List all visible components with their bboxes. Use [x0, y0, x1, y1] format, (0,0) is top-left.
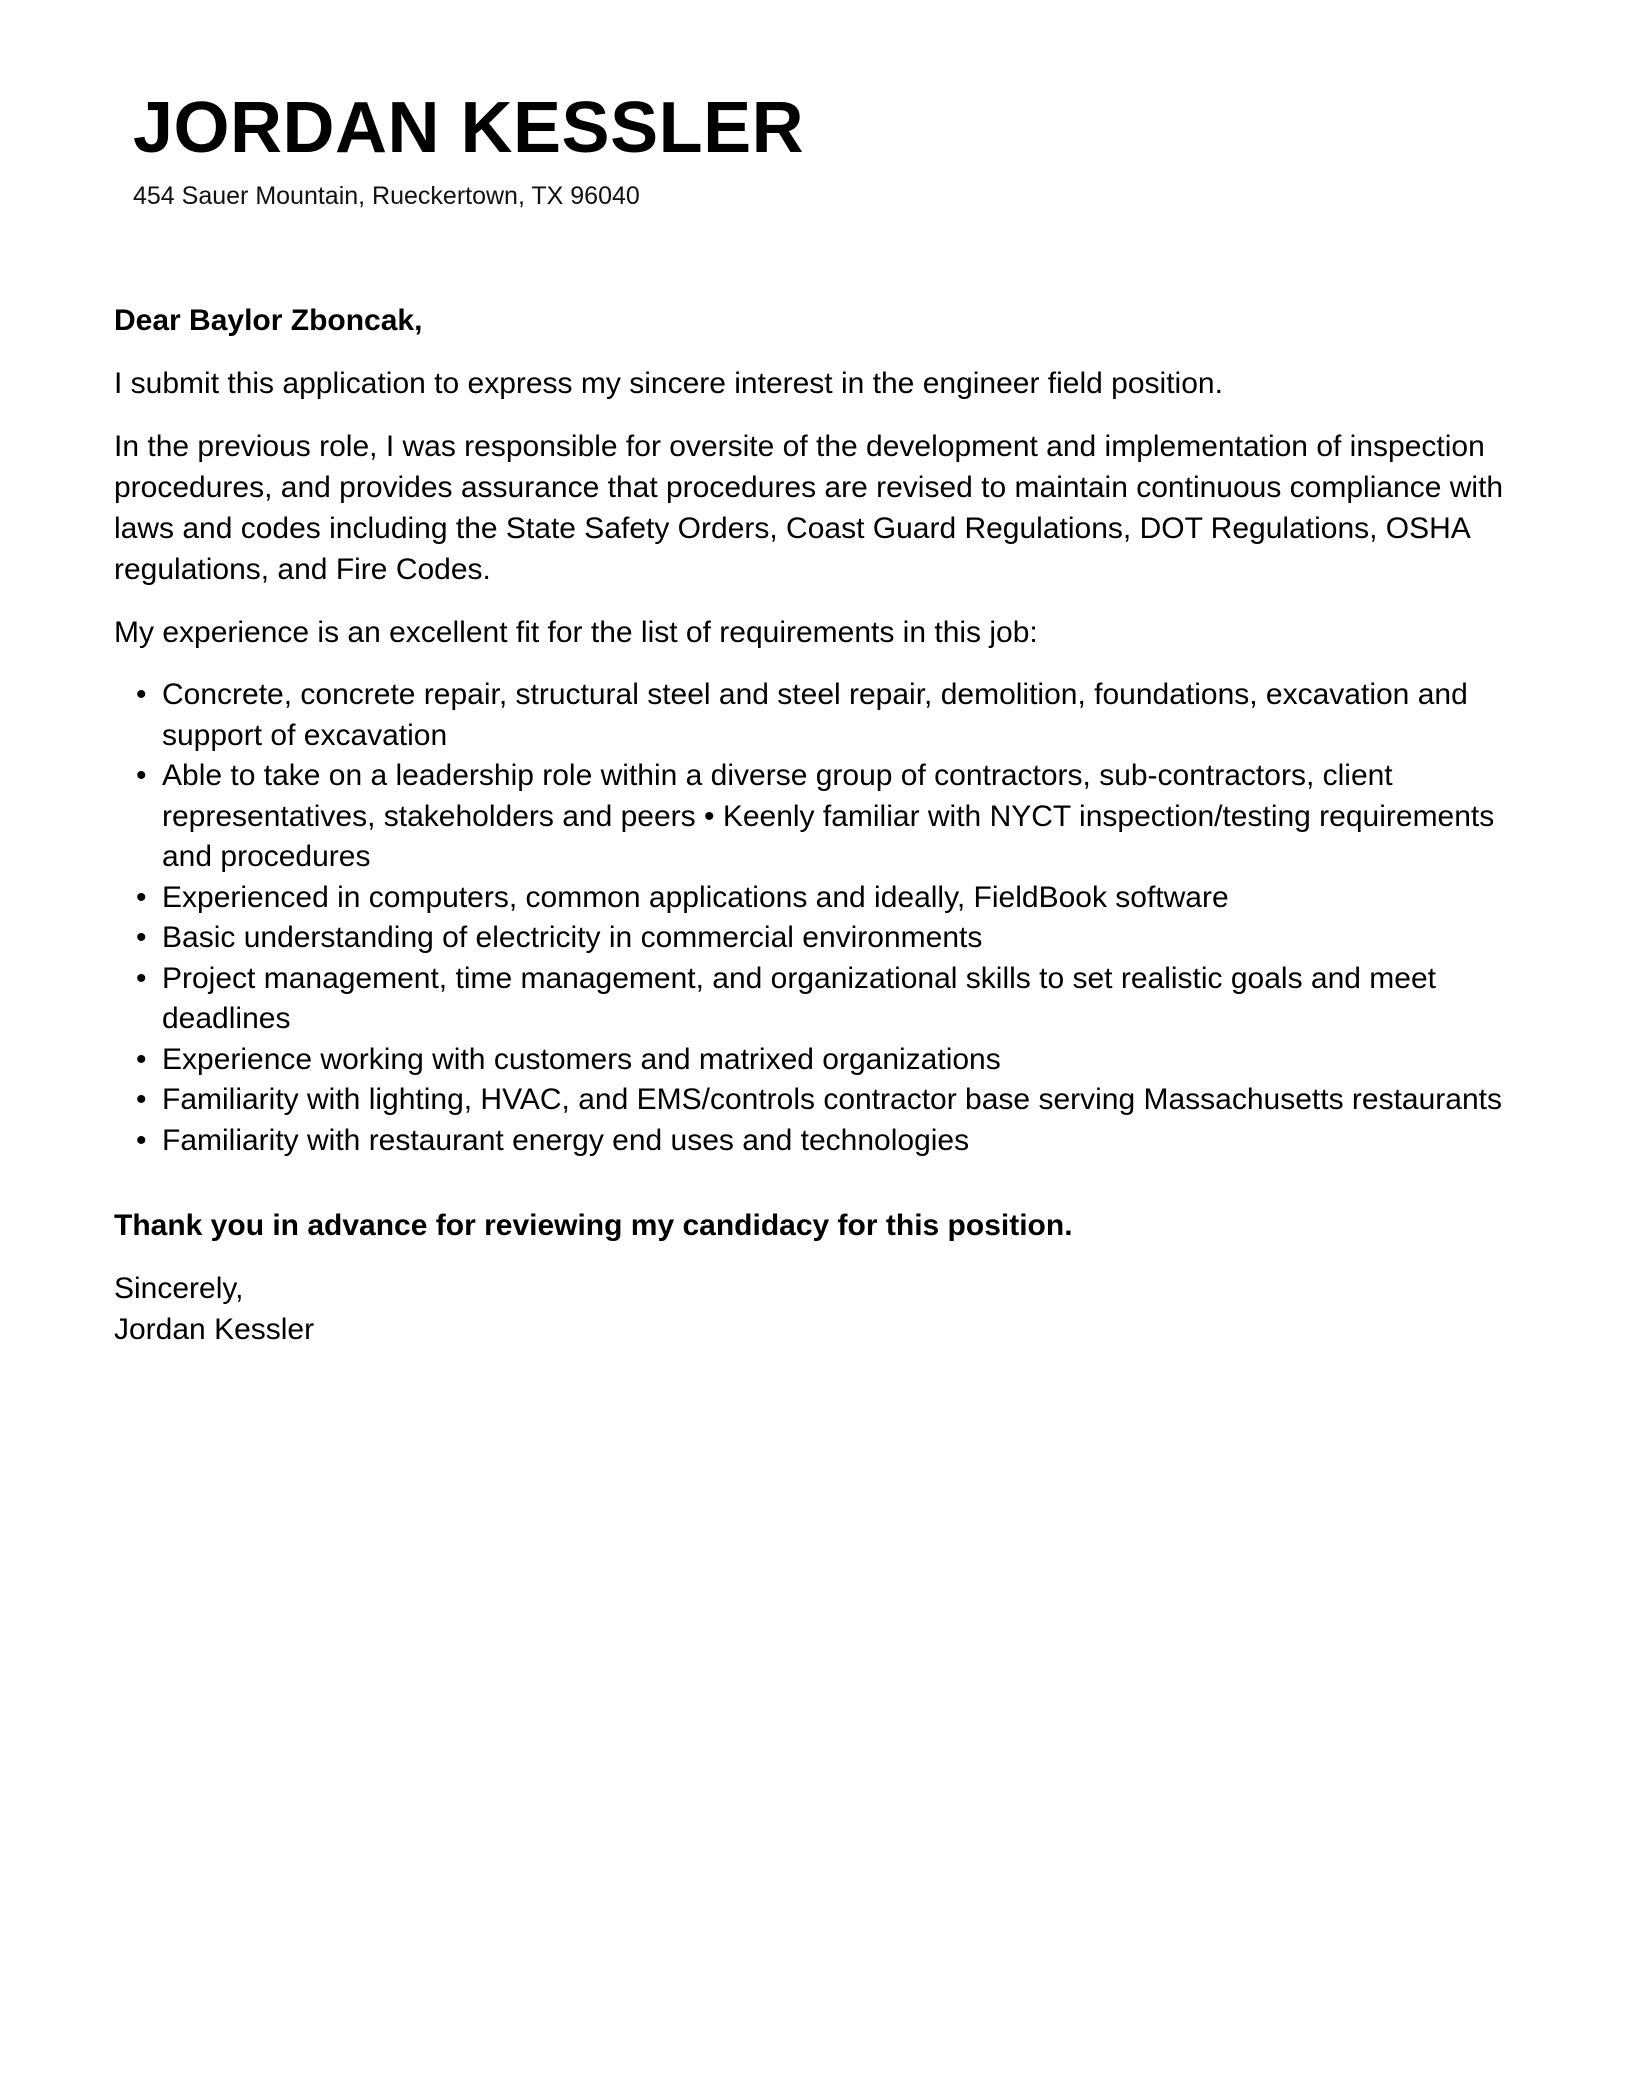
list-item — [114, 878, 1514, 919]
bullet-icon: • — [136, 961, 147, 995]
intro-paragraph: I submit this application to express my sincere interest in the engineer field position. — [114, 367, 1223, 400]
applicant-name: JORDAN KESSLER — [133, 88, 805, 168]
bullet-icon: • — [136, 921, 147, 954]
salutation: Dear Baylor Zboncak, — [114, 304, 423, 337]
list-item — [114, 1121, 1514, 1162]
bullet-icon: • — [136, 1123, 147, 1157]
list-item-text: Project management, time management, and organizational skills to set realistic goals and meet deadlines — [162, 961, 1436, 1035]
requirements-intro: My experience is an excellent fit for the list of requirements in this job: — [114, 616, 1038, 649]
applicant-address: 454 Sauer Mountain, Rueckertown, TX 96040 — [133, 182, 640, 210]
list-item-text: Basic understanding of electricity in commercial environments — [162, 921, 983, 954]
bullet-icon: • — [136, 678, 147, 711]
experience-paragraph: In the previous role, I was responsible for oversite of the development and implementation of inspection procedures, and provides assurance that procedures are revised to maintain continuous compliance with laws and codes including the State Safety Orders, Coast Guard Regulations, DOT Regulations, OSHA regulations, and Fire Codes. — [114, 430, 1504, 586]
list-item — [114, 918, 1514, 959]
list-item — [114, 675, 1514, 756]
signoff: Sincerely, — [114, 1272, 244, 1305]
list-item — [114, 1040, 1514, 1081]
list-item-text: Concrete, concrete repair, structural steel and steel repair, demolition, foundations, excavation and support of excavation — [162, 678, 1468, 752]
letter-body — [114, 300, 1514, 1350]
signer-name: Jordan Kessler — [114, 1313, 315, 1346]
closing-statement: Thank you in advance for reviewing my candidacy for this position. — [114, 1209, 1073, 1242]
bullet-icon: • — [136, 1083, 147, 1116]
requirements-list — [114, 675, 1514, 1161]
bullet-icon: • — [136, 759, 147, 792]
list-item-text: Familiarity with lighting, HVAC, and EMS/controls contractor base serving Massachusetts restaurants — [162, 1083, 1502, 1116]
list-item — [114, 1080, 1514, 1121]
list-item — [114, 756, 1514, 878]
list-item-text: Experienced in computers, common applications and ideally, FieldBook software — [162, 880, 1229, 914]
list-item-text: Able to take on a leadership role within a diverse group of contractors, sub-contractors, client representatives, stakeholders and peers • Keenly familiar with NYCT inspection/testing requirements and procedures — [162, 759, 1495, 873]
letter-header — [133, 88, 1433, 212]
list-item-text: Experience working with customers and matrixed organizations — [162, 1042, 1001, 1076]
bullet-icon: • — [136, 880, 147, 914]
list-item — [114, 959, 1514, 1040]
list-item-text: Familiarity with restaurant energy end uses and technologies — [162, 1123, 970, 1157]
bullet-icon: • — [136, 1042, 147, 1076]
